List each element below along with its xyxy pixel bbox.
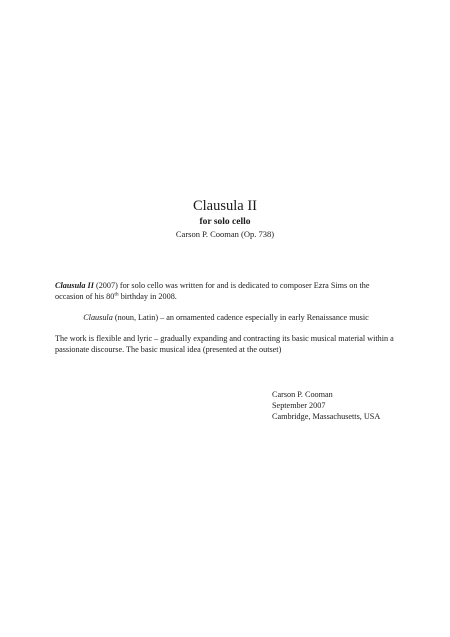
title-block xyxy=(0,197,450,240)
work-title: Clausula II xyxy=(55,281,94,290)
page-subtitle: for solo cello xyxy=(199,217,251,227)
definition-text: (noun, Latin) – an ornamented cadence especially in early Renaissance music xyxy=(112,313,369,322)
definition-term: Clausula xyxy=(83,313,113,322)
program-notes xyxy=(55,280,397,365)
composer-line: Carson P. Cooman (Op. 738) xyxy=(175,229,275,239)
signature-name: Carson P. Cooman xyxy=(272,390,333,399)
description-paragraph: The work is flexible and lyric – gradually expanding and contracting its basic musical material within a passionate discourse. The basic musical idea (presented at the outset) xyxy=(55,334,394,354)
intro-paragraph xyxy=(55,280,397,302)
ordinal-suffix: th xyxy=(114,291,119,298)
page-title: Clausula II xyxy=(192,198,258,214)
intro-text-part1: (2007) for solo cello was written for and is dedicated to composer Ezra Sims on the occasion of his 80 xyxy=(55,281,370,301)
signature-place: Cambridge, Massachusetts, USA xyxy=(272,412,381,421)
intro-text-part2: birthday in 2008. xyxy=(118,292,177,301)
signature-date: September 2007 xyxy=(272,401,326,410)
signature-block xyxy=(272,389,380,422)
definition-paragraph xyxy=(55,312,397,323)
